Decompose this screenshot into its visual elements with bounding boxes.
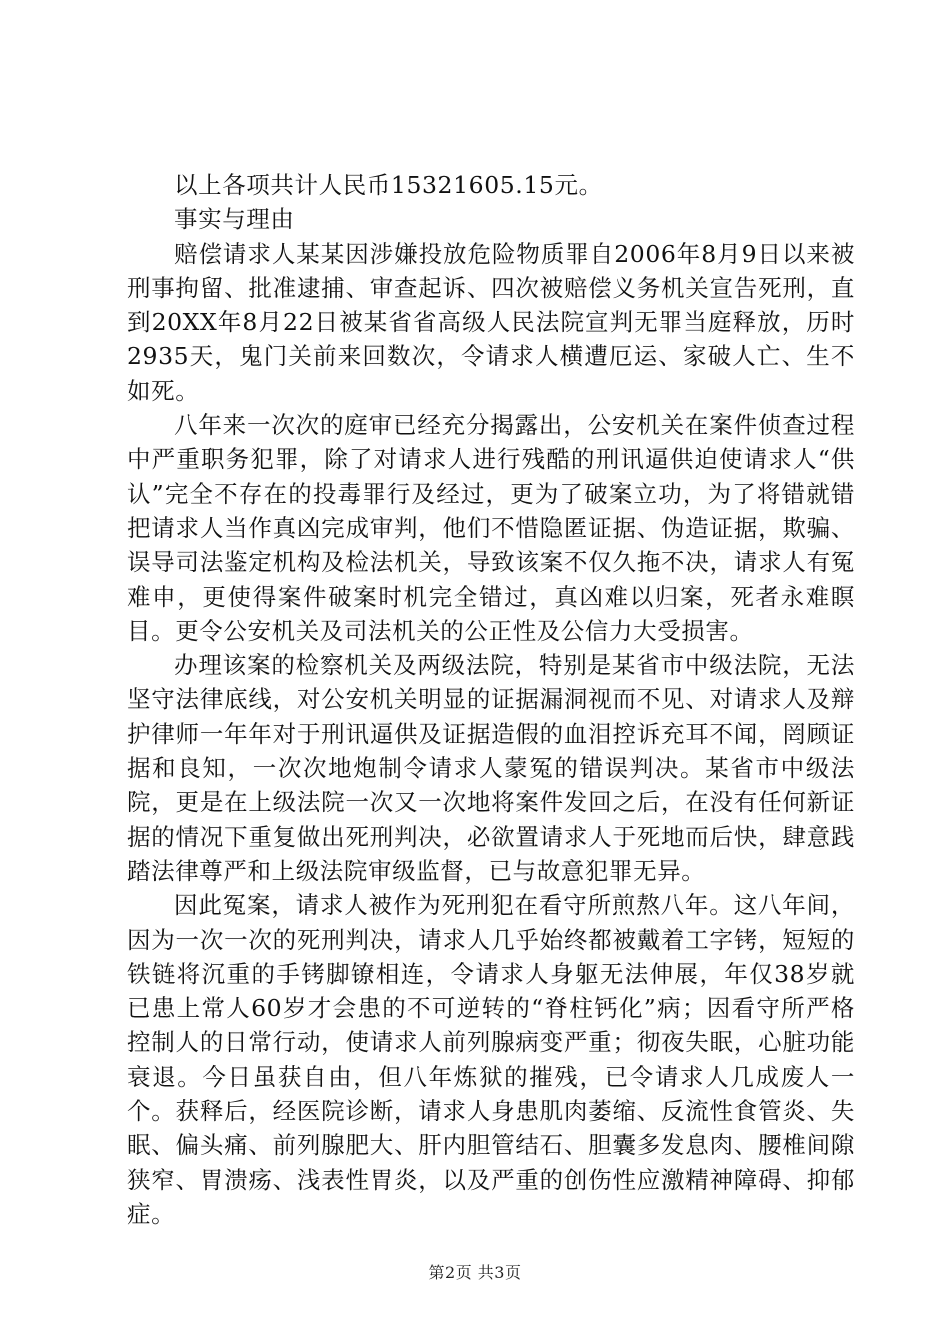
paragraph-health-damage: 因此冤案，请求人被作为死刑犯在看守所煎熬八年。这八年间，因为一次一次的死刑判决，请求人几乎始终都被戴着工字铐，短短的铁链将沉重的手铐脚镣相连，令请求人身躯无法伸展，年仅38岁就已患上常人60岁才会患的不可逆转的“脊柱钙化”病；因看守所严格控制人的日常行动，使请求人前列腺病变严重；彻夜失眠，心脏功能衰退。今日虽获自由，但八年炼狱的摧残，已令请求人几成废人一个。获释后，经医院诊断，请求人身患肌肉萎缩、反流性食管炎、失眠、偏头痛、前列腺肥大、肝内胆管结石、胆囊多发息肉、腰椎间隙狭窄、胃溃疡、浅表性胃炎，以及严重的创伤性应激精神障碍、抑郁症。 (127, 891, 855, 1228)
paragraph-court-misconduct: 办理该案的检察机关及两级法院，特别是某省市中级法院，无法坚守法律底线，对公安机关明显的证据漏洞视而不见、对请求人及辩护律师一年年对于刑讯逼供及证据造假的血泪控诉充耳不闻，罔顾证据和良知，一次次地炮制令请求人蒙冤的错误判决。某省市中级法院，更是在上级法院一次又一次地将案件发回之后，在没有任何新证据的情况下重复做出死刑判决，必欲置请求人于死地而后快，肆意践踏法律尊严和上级法院审级监督，已与故意犯罪无异。 (127, 651, 855, 885)
paragraph-police-misconduct: 八年来一次次的庭审已经充分揭露出，公安机关在案件侦查过程中严重职务犯罪，除了对请求人进行残酷的刑讯逼供迫使请求人“供认”完全不存在的投毒罪行及经过，更为了破案立功，为了将错就错把请求人当作真凶完成审判，他们不惜隐匿证据、伪造证据，欺骗、误导司法鉴定机构及检法机关，导致该案不仅久拖不决，请求人有冤难申，更使得案件破案时机完全错过，真凶难以归案，死者永难瞑目。更令公安机关及司法机关的公正性及公信力大受损害。 (127, 411, 855, 645)
section-heading-facts-and-reasons: 事实与理由 (174, 205, 295, 234)
paragraph-total-amount: 以上各项共计人民币15321605.15元。 (174, 171, 603, 199)
document-body (127, 168, 855, 1231)
paragraph-detention-history: 赔偿请求人某某因涉嫌投放危险物质罪自2006年8月9日以来被刑事拘留、批准逮捕、审查起诉、四次被赔偿义务机关宣告死刑，直到20XX年8月22日被某省省高级人民法院宣判无罪当庭释放，历时2935天，鬼门关前来回数次，令请求人横遭厄运、家破人亡、生不如死。 (127, 239, 855, 405)
page-number-footer: 第2页 共3页 (428, 1263, 522, 1282)
